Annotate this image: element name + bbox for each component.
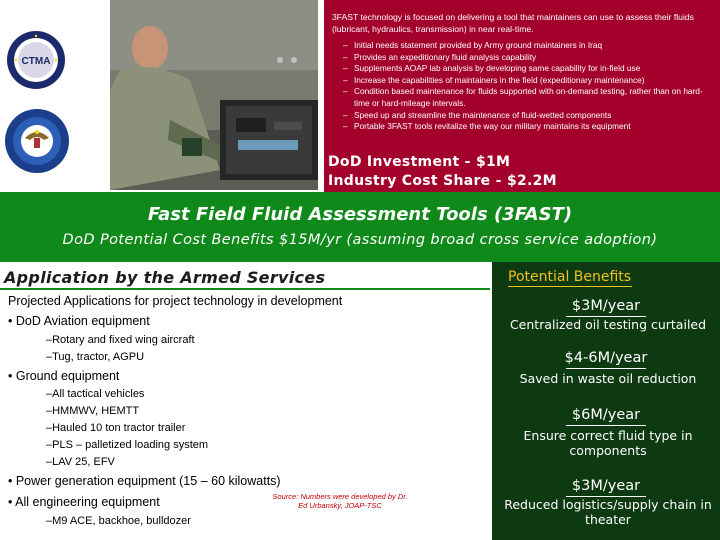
- benefit-description: Saved in waste oil reduction: [519, 371, 697, 386]
- list-item: – Provides an expeditionary fluid analysis capability: [332, 52, 712, 64]
- benefit-amount: $6M/year: [571, 407, 641, 423]
- industry-cost-share: Industry Cost Share - $2.2M: [328, 173, 557, 189]
- benefits-heading-underline: [508, 286, 632, 287]
- list-item: –M9 ACE, backhoe, bulldozer: [46, 515, 191, 527]
- benefit-description: Reduced logistics/supply chain in theater: [504, 497, 712, 527]
- benefits-panel: [492, 262, 720, 540]
- list-item: – Speed up and streamline the maintenance of fluid-wetted components: [332, 110, 712, 122]
- list-item: –Rotary and fixed wing aircraft: [46, 334, 195, 346]
- page-subtitle: DoD Potential Cost Benefits $15M/yr (assuming broad cross service adoption): [62, 232, 658, 248]
- list-item: –Tug, tractor, AGPU: [46, 351, 145, 363]
- benefit-amount: $3M/year: [571, 298, 641, 314]
- benefit-amount-underline: [566, 425, 646, 426]
- benefit-description: Centralized oil testing curtailed: [509, 317, 707, 332]
- applications-section: [0, 262, 492, 540]
- benefit-amount-underline: [566, 368, 646, 369]
- overview-panel: [324, 0, 720, 192]
- benefit-description: Ensure correct fluid type in components: [523, 428, 693, 458]
- list-item: –PLS – palletized loading system: [46, 439, 209, 451]
- list-item: – Initial needs statement provided by Army ground maintainers in Iraq: [332, 40, 712, 52]
- power-item: • Power generation equipment (15 – 60 kilowatts): [8, 474, 281, 488]
- page-title: Fast Field Fluid Assessment Tools (3FAST): [147, 204, 573, 225]
- list-item: – Portable 3FAST tools revitalize the way our military maintains its equipment: [332, 121, 712, 133]
- source-note: Source: Numbers were developed by Dr. Ed Urbansky, JOAP-TSC: [272, 492, 408, 510]
- soldier-photo: [110, 0, 318, 190]
- ground-item: • Ground equipment: [8, 369, 120, 383]
- title-band: [0, 192, 720, 262]
- dod-investment: DoD Investment - $1M: [328, 154, 511, 170]
- dod-seal-logo: [4, 108, 70, 174]
- applications-heading: Application by the Armed Services: [4, 268, 326, 287]
- heading-divider: [0, 288, 490, 290]
- objectives-list: [332, 40, 712, 133]
- list-item: –LAV 25, EFV: [46, 456, 115, 468]
- list-item: –Hauled 10 ton tractor trailer: [46, 422, 186, 434]
- list-item: –All tactical vehicles: [46, 388, 145, 400]
- list-item: – Condition based maintenance for fluids supported with on-demand testing, rather than on hard-time or hard-mileage intervals.: [332, 86, 712, 109]
- top-section: [0, 0, 720, 192]
- svg-text:CTMA: CTMA: [21, 56, 51, 67]
- benefit-amount: $3M/year: [571, 478, 641, 494]
- engineering-item: • All engineering equipment: [8, 495, 160, 509]
- list-item: – Increase the capabilities of maintainers in the field (expeditionary maintenance): [332, 75, 712, 87]
- aviation-item: • DoD Aviation equipment: [8, 314, 150, 328]
- benefits-heading: Potential Benefits: [508, 269, 632, 285]
- list-item: – Supplements AOAP lab analysis by developing same capability for in-field use: [332, 63, 712, 75]
- applications-lead: Projected Applications for project technology in development: [8, 294, 343, 308]
- benefit-amount: $4-6M/year: [564, 350, 648, 366]
- list-item: –HMMWV, HEMTT: [46, 405, 140, 417]
- ctma-logo: [6, 30, 66, 90]
- intro-text: 3FAST technology is focused on delivering a tool that maintainers can use to assess their fluids (lubricant, hydraulics, transmission) in near real-time.: [332, 12, 694, 34]
